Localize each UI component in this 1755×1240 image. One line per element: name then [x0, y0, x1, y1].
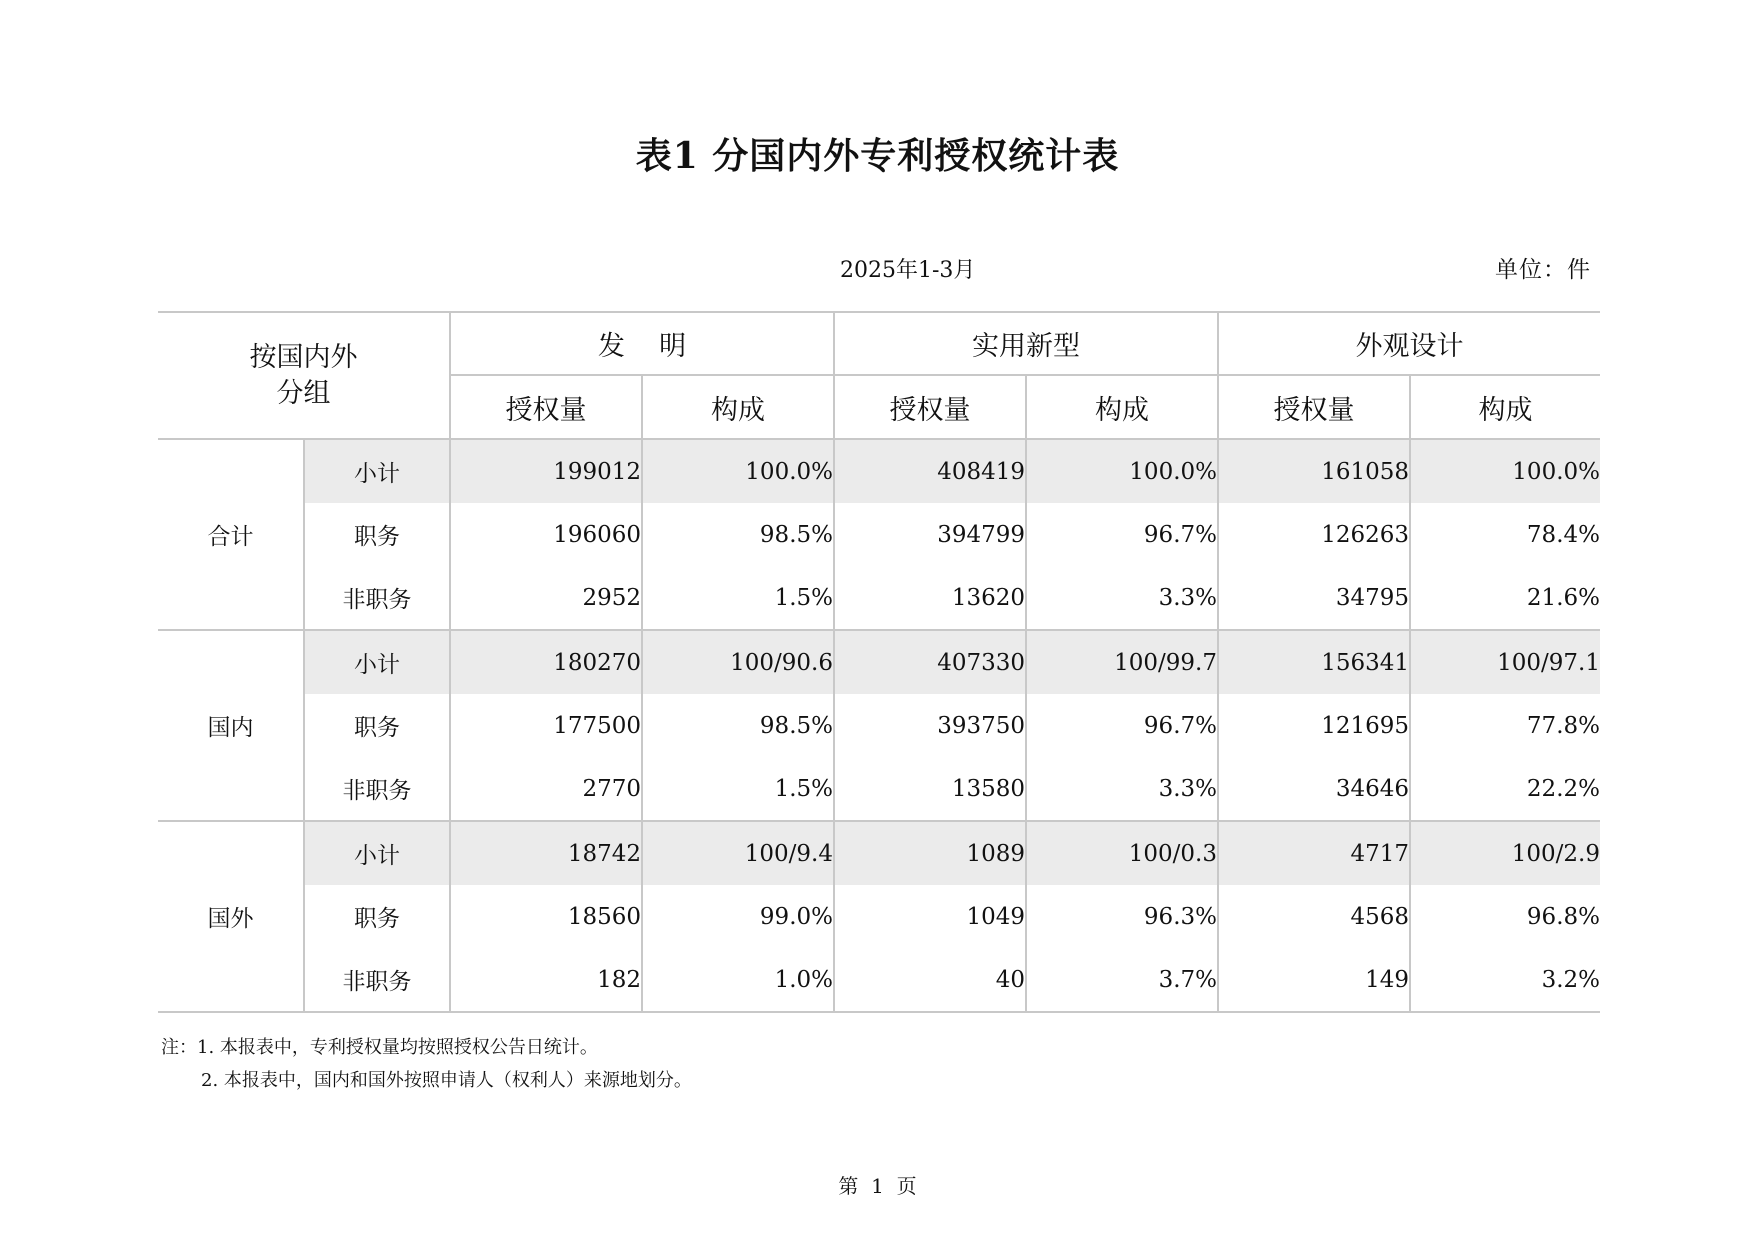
cell-value: 3.7%	[1026, 948, 1218, 1012]
cell-value: 100/97.1	[1410, 630, 1600, 694]
col-invention-grants: 授权量	[450, 375, 642, 439]
cell-value: 100.0%	[1026, 439, 1218, 503]
cell-value: 199012	[450, 439, 642, 503]
page-number: 第 1 页	[838, 1174, 917, 1198]
col-utility-share: 构成	[1026, 375, 1218, 439]
cell-value: 408419	[834, 439, 1026, 503]
cell-value: 4568	[1218, 885, 1410, 948]
cell-value: 77.8%	[1526, 712, 1600, 739]
cell-value: 96.3%	[1026, 885, 1218, 948]
cell-value: 100.0%	[1410, 439, 1600, 503]
row-label: 非职务	[304, 566, 450, 630]
table-title: 表1 分国内外专利授权统计表	[635, 135, 1120, 177]
cell-value: 1.5%	[642, 566, 834, 630]
cell-value: 180270	[450, 630, 642, 694]
row-label: 职务	[304, 885, 450, 948]
cell-value: 98.5%	[642, 503, 834, 566]
cell-value: 2770	[450, 757, 642, 821]
category-invention: 发 明	[450, 312, 834, 375]
cell-value: 21.6%	[1410, 566, 1600, 630]
col-design-share: 构成	[1410, 375, 1600, 439]
cell-value: 100/90.6	[642, 630, 834, 694]
col-invention-share: 构成	[642, 375, 834, 439]
cell-value: 18560	[450, 885, 642, 948]
cell-value: 407330	[834, 630, 1026, 694]
row-label: 小计	[304, 821, 450, 885]
category-design: 外观设计	[1218, 312, 1600, 375]
section-label: 国外	[158, 821, 304, 1012]
group-header	[158, 312, 450, 439]
cell-value: 177500	[450, 694, 642, 757]
footnote-2: 2. 本报表中，国内和国外按照申请人（权利人）来源地划分。	[201, 1070, 692, 1091]
cell-value: 98.5%	[642, 694, 834, 757]
cell-value: 78.4%	[1526, 521, 1600, 548]
cell-value: 3.2%	[1410, 948, 1600, 1012]
row-label: 小计	[304, 630, 450, 694]
cell-value: 4717	[1218, 821, 1410, 885]
cell-value: 156341	[1218, 630, 1410, 694]
cell-value: 99.0%	[642, 885, 834, 948]
category-utility-model: 实用新型	[834, 312, 1218, 375]
row-label: 职务	[304, 503, 450, 566]
section-label: 合计	[158, 439, 304, 630]
cell-value: 1049	[834, 885, 1026, 948]
cell-value: 126263	[1218, 503, 1410, 566]
cell-value: 13580	[834, 757, 1026, 821]
cell-value: 13620	[834, 566, 1026, 630]
cell-value: 100/99.7	[1026, 630, 1218, 694]
cell-value: 40	[834, 948, 1026, 1012]
cell-value: 121695	[1218, 694, 1410, 757]
row-label: 小计	[304, 439, 450, 503]
cell-value: 1.0%	[642, 948, 834, 1012]
cell-value: 196060	[450, 503, 642, 566]
col-design-grants: 授权量	[1218, 375, 1410, 439]
cell-value: 3.3%	[1026, 566, 1218, 630]
cell-value: 100/9.4	[642, 821, 834, 885]
cell-value: 96.7%	[1026, 694, 1218, 757]
row-label: 职务	[304, 694, 450, 757]
report-period: 2025年1-3月	[840, 258, 976, 283]
row-label: 非职务	[304, 948, 450, 1012]
cell-value: 22.2%	[1410, 757, 1600, 821]
col-utility-grants: 授权量	[834, 375, 1026, 439]
footnotes	[161, 1031, 692, 1097]
cell-value: 34646	[1218, 757, 1410, 821]
footnote-1: 注：1. 本报表中，专利授权量均按照授权公告日统计。	[161, 1037, 598, 1058]
section-label: 国内	[158, 630, 304, 821]
cell-value: 182	[450, 948, 642, 1012]
cell-value: 18742	[450, 821, 642, 885]
cell-value: 161058	[1218, 439, 1410, 503]
cell-value: 96.8%	[1526, 903, 1600, 930]
cell-value: 394799	[834, 503, 1026, 566]
cell-value: 34795	[1218, 566, 1410, 630]
cell-value: 96.7%	[1026, 503, 1218, 566]
cell-value: 149	[1218, 948, 1410, 1012]
group-header-label: 按国内外分组	[249, 341, 358, 409]
unit-label: 单位：件	[1495, 257, 1591, 283]
cell-value: 2952	[450, 566, 642, 630]
cell-value: 3.3%	[1026, 757, 1218, 821]
cell-value: 100/0.3	[1026, 821, 1218, 885]
patent-grant-table	[158, 311, 1600, 1013]
cell-value: 100.0%	[642, 439, 834, 503]
cell-value: 100/2.9	[1410, 821, 1600, 885]
cell-value: 393750	[834, 694, 1026, 757]
cell-value: 1.5%	[642, 757, 834, 821]
cell-value: 1089	[834, 821, 1026, 885]
row-label: 非职务	[304, 757, 450, 821]
